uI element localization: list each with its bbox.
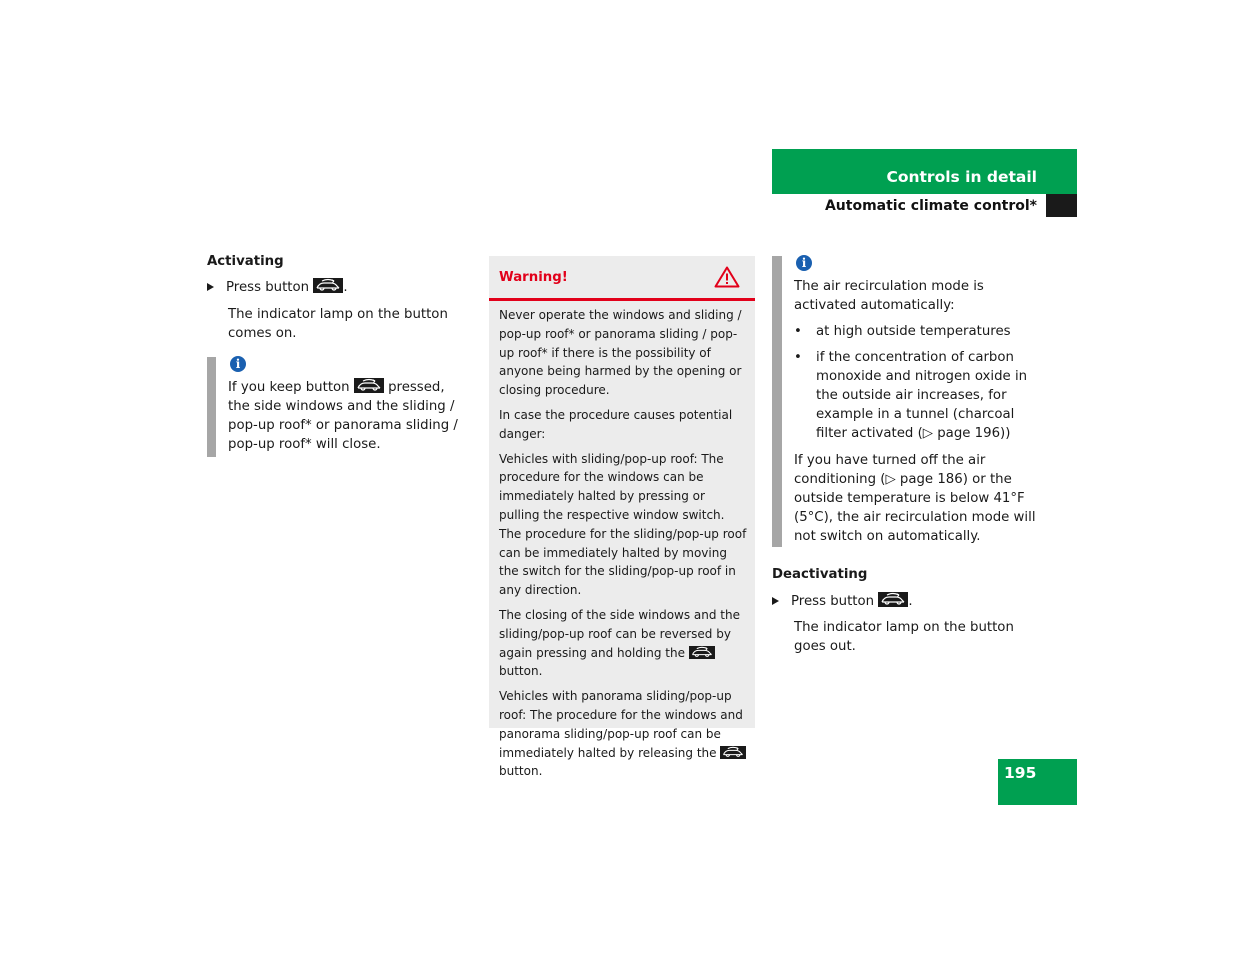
air-recirculation-button-icon (878, 592, 908, 607)
info-icon: i (796, 255, 812, 271)
info-right-content (794, 277, 1042, 546)
info-right-list (794, 322, 1042, 443)
arrow-bullet-icon (772, 597, 779, 605)
info-right-note: If you have turned off the air conditioning (▷ page 186) or the outside temperature is below 41°F (5°C), the air recirculation mode will not switch on automatically. (794, 453, 1036, 544)
air-recirculation-button-icon (354, 378, 384, 393)
arrow-bullet-icon (207, 283, 214, 291)
activating-result: The indicator lamp on the button comes on. (228, 307, 448, 341)
info-left-text (228, 378, 466, 454)
warning-title: Warning! (499, 270, 568, 285)
warning-paragraph (499, 687, 749, 781)
activating-step-text: Press button (226, 280, 310, 295)
deactivating-step-suffix: . (908, 594, 913, 609)
air-recirculation-button-icon (720, 746, 746, 759)
deactivating-step (772, 592, 1022, 611)
warning-body (499, 306, 749, 787)
warning-header (489, 256, 755, 301)
info-bar-right (772, 256, 782, 547)
warning-paragraph: Never operate the windows and sliding / pop-up roof* or panorama sliding / pop-up roof* if there is the possibility of anyone being harmed by the opening or closing procedure. (499, 308, 742, 398)
warning-p4-a: The closing of the side windows and the sliding/pop-up roof can be reversed by again pressing and holding the (499, 607, 740, 660)
list-item (794, 322, 1042, 341)
warning-triangle-icon (714, 266, 740, 292)
air-recirculation-button-icon (689, 646, 715, 659)
bullet-dot-icon: • (794, 324, 802, 339)
warning-paragraph: In case the procedure causes potential danger: (499, 407, 733, 441)
warning-paragraph (499, 606, 749, 681)
info-right-intro: The air recirculation mode is activated automatically: (794, 279, 984, 313)
deactivating-result: The indicator lamp on the button goes out. (794, 620, 1014, 654)
warning-box (489, 256, 755, 779)
section-header-bar (772, 149, 1077, 194)
info-bar-left (207, 357, 216, 457)
activating-step (207, 278, 457, 297)
activating-step-suffix: . (343, 280, 348, 295)
warning-p5-b: button. (499, 764, 543, 779)
warning-paragraph: Vehicles with sliding/pop-up roof: The procedure for the windows can be immediately halted by pressing or pulling the respective window switch. The procedure for the sliding/pop-up roof can be immediately halted by moving the switch for the sliding/pop-up roof in any direction. (499, 451, 747, 598)
page-number: 195 (1004, 764, 1037, 782)
list-item-text: if the concentration of carbon monoxide and nitrogen oxide in the outside air increases, for example in a tunnel (charcoal filter activated (▷ page 196)) (816, 350, 1028, 441)
warning-p4-b: button. (499, 664, 543, 679)
deactivating-step-text: Press button (791, 594, 875, 609)
info-left-text-b: pressed, the side windows and the sliding / pop-up roof* or panorama sliding / pop-up roof* will close. (228, 380, 458, 452)
page-number-box (998, 759, 1077, 805)
air-recirculation-button-icon (313, 278, 343, 293)
subsection-marker (1046, 194, 1077, 217)
subsection-title: Automatic climate control* (824, 198, 1037, 214)
info-left-text-a: If you keep button (228, 380, 350, 395)
list-item (794, 348, 1042, 443)
section-title: Controls in detail (886, 168, 1037, 186)
warning-p5-a: Vehicles with panorama sliding/pop-up roof: The procedure for the windows and panorama sliding/pop-up roof can be immediately halted by releasing the (499, 689, 743, 760)
bullet-dot-icon: • (794, 350, 802, 365)
activating-heading: Activating (207, 254, 284, 269)
deactivating-heading: Deactivating (772, 567, 868, 582)
info-icon: i (230, 356, 246, 372)
list-item-text: at high outside temperatures (816, 324, 1011, 339)
